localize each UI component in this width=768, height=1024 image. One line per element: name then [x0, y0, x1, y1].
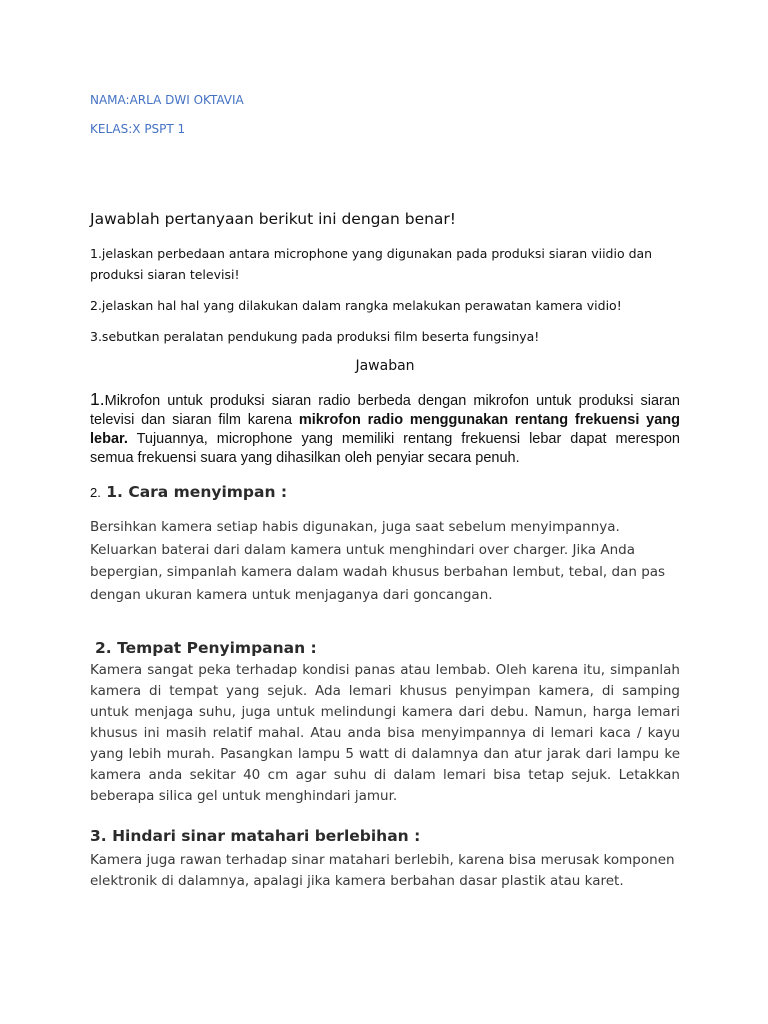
section-2-title: 2. Tempat Penyimpanan :	[95, 639, 317, 657]
answer-1-bold: mikrofon radio menggunakan rentang frekuensi yang lebar.	[90, 412, 680, 447]
answer-1-text-b: Tujuannya, microphone yang memiliki rentang frekuensi lebar dapat merespon semua frekuensi suara yang dihasilkan oleh penyiar secara penuh.	[90, 431, 680, 466]
answer-1-text-a: Mikrofon untuk produksi siaran radio berbeda dengan mikrofon untuk produksi siaran televisi dan siaran film karena	[90, 393, 680, 428]
section-1-title: 1. Cara menyimpan	[106, 483, 276, 501]
jawaban-heading: Jawaban	[355, 358, 415, 374]
section-2-body: Kamera sangat peka terhadap kondisi panas atau lembab. Oleh karena itu, simpanlah kamera di tempat yang sejuk. Ada lemari khusus penyimpan kamera, di samping untuk menjaga suhu, juga untuk melindungi kamera dari debu. Namun, harga lemari khusus ini masih relatif mahal. Atau anda bisa menyimpannya di lemari kaca / kayu yang lebih murah. Pasangkan lampu 5 watt di dalamnya dan atur jarak dari lampu ke kamera anda sekitar 40 cm agar suhu di dalam lemari bisa tetap sejuk. Letakkan beberapa silica gel untuk menghindari jamur.	[90, 662, 680, 804]
answer-1	[90, 390, 680, 468]
question-3: 3.sebutkan peralatan pendukung pada produksi film beserta fungsinya!	[90, 329, 540, 344]
section-3-body: Kamera juga rawan terhadap sinar matahari berlebih, karena bisa merusak komponen elektronik di dalamnya, apalagi jika kamera berbahan dasar plastik atau karet.	[90, 852, 675, 889]
answer-1-number: 1.	[90, 389, 105, 409]
section-1-heading	[90, 483, 680, 501]
answer-2-prefix: 2.	[90, 485, 101, 500]
section-3-title: 3. Hindari sinar matahari berlebihan :	[90, 827, 421, 845]
section-1-colon: :	[275, 483, 288, 501]
questions-title: Jawablah pertanyaan berikut ini dengan benar!	[90, 210, 457, 228]
question-1: 1.jelaskan perbedaan antara microphone yang digunakan pada produksi siaran viidio dan produksi siaran televisi!	[90, 246, 653, 282]
section-1-body: Bersihkan kamera setiap habis digunakan, juga saat sebelum menyimpannya. Keluarkan baterai dari dalam kamera untuk menghindari over charger. Jika Anda bepergian, simpanlah kamera dalam wadah khusus berbahan lembut, tebal, dan pas dengan ukuran kamera untuk menjaganya dari goncangan.	[90, 519, 666, 603]
question-2: 2.jelaskan hal hal yang dilakukan dalam rangka melakukan perawatan kamera vidio!	[90, 298, 622, 313]
student-class: KELAS:X PSPT 1	[90, 122, 186, 136]
student-name: NAMA:ARLA DWI OKTAVIA	[90, 93, 244, 107]
